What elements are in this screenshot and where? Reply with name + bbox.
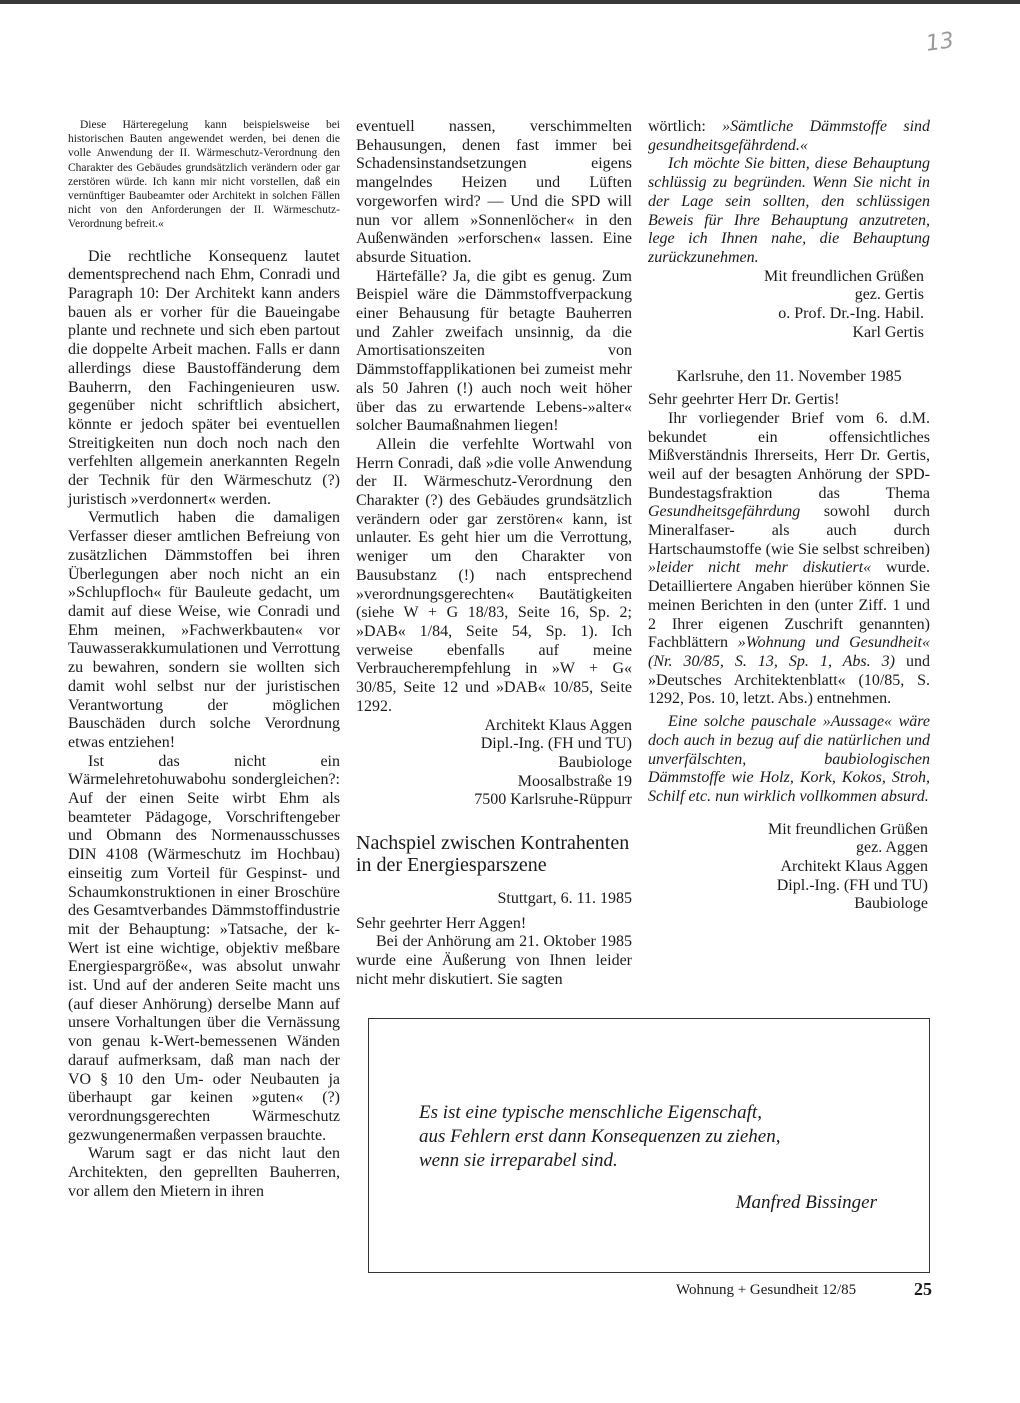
quote-line: Es ist eine typische menschliche Eigenschaft, (419, 1102, 762, 1123)
paragraph (648, 118, 930, 155)
italic-text: »leider nicht mehr diskutiert« (648, 559, 872, 577)
quote-author: Manfred Bissinger (735, 1192, 877, 1213)
paragraph: Allein die verfehlte Wortwahl von Herrn Conradi, daß »die volle Anwendung der II. Wärmeschutz-Verordnung den Charakter (?) des Gebäudes grundsätzlich verändern oder gar zerstören« kann, ist unlauter. Es geht hier um die Verrottung, weniger um den Charakter von Bausubstanz (!) nach entsprechend »verordnungsgerechten« Bautätigkeiten (siehe W + G 18/83, Seite 16, Sp. 2; »DAB« 1/84, Seite 54, Sp. 1). Ich verweise ebenfalls auf meine Verbraucherempfehlung in »W + G« 30/85, Seite 12 und »DAB« 10/85, Seite 1292. (356, 435, 632, 715)
paragraph: Härtefälle? Ja, die gibt es genug. Zum Beispiel wäre die Dämmstoffverpackung einer Behausung für betagte Bauherren und Zahler zweifach unsinnig, da die Amortisationszeiten von Dämmstoffapplikationen bei zumeist mehr als 50 Jahren (!) auch noch weit höher über das zu erwartende Lebens-»alter« solcher Baumaßnahmen liegen! (356, 267, 632, 435)
signature-line: gez. Gertis (854, 286, 924, 304)
text-run: sowohl durch Mineralfaser- als auch durch Hartschaumstoffe (wie Sie selbst schreiben) (648, 503, 930, 558)
page-number: 25 (914, 1279, 932, 1299)
italic-quote: »Sämtliche Dämmstoffe sind gesundheitsgefährdend.« (648, 118, 931, 154)
signature-line: gez. Aggen (856, 839, 928, 857)
letter-salutation: Sehr geehrter Herr Dr. Gertis! (648, 391, 840, 409)
signature-line: Mit freundlichen Grüßen (764, 267, 924, 285)
quote-line: aus Fehlern erst dann Konsequenzen zu ziehen, (419, 1126, 781, 1147)
signature-aggen-2 (648, 821, 930, 915)
signature-aggen-1 (356, 717, 632, 811)
paragraph: eventuell nassen, verschimmelten Behausungen, denen fast immer bei Schadensinstandsetzungen eigens mangelndes Heizen und Lüften vorgeworfen wird? — Und die SPD will nun vor allem »Sonnenlöcher« in den Außenwänden »erforschen« lassen. Eine absurde Situation. (356, 118, 632, 266)
footnote: Diese Härteregelung kann beispielsweise bei historischen Bauten angewendet werden, bei denen die volle Anwendung der II. Wärmeschutz-Verordnung den Charakter des Gebäudes grundsätzlich verändern oder gar zerstören würde. Ich kann mir nicht vorstellen, daß ein vernünftiger Baubeamter oder Architekt in solchen Fällen nicht von den Anforderungen der II. Wärmeschutz-Verordnung befreit.« (68, 119, 340, 231)
quote-text (419, 1101, 780, 1173)
italic-text: »Wohnung und Gesundheit« (Nr. 30/85, S. 13, Sp. 1, Abs. 3) (648, 634, 930, 670)
signature-line: Baubiologe (854, 895, 928, 913)
signature-line: Dipl.-Ing. (FH und TU) (776, 876, 928, 894)
column-3 (648, 118, 930, 914)
section-heading: Nachspiel zwischen Kontrahenten in der Energiesparszene (356, 832, 630, 877)
signature-line: Karl Gertis (852, 323, 924, 341)
italic-text: Gesundheitsgefährdung (648, 503, 801, 521)
paragraph: Die rechtliche Konsequenz lautet dementsprechend nach Ehm, Conradi und Paragraph 10: Der Architekt kann anders bauen als er vorher für die Baueingabe plante und rechnete und sich eben partout die doppelte Arbeit machen. Falls er dann allerdings diese Baustoffänderung dem Bauherrn, den Fachingenieuren usw. gegenüber nicht schriftlich absichert, könnte er jedoch später bei eventuellen Streitigkeiten nun doch noch nach den verfehlten allgemein anerkannten Regeln der Technik für den Wärmeschutz (?) juristisch »verdonnert« werden. (68, 247, 340, 508)
signature-line: Baubiologe (558, 753, 632, 771)
letter-date: Karlsruhe, den 11. November 1985 (676, 368, 902, 386)
paragraph-italic: Ich möchte Sie bitten, diese Behauptung schlüssig zu begründen. Wenn Sie nicht in der Lage sein sollten, den schlüssigen Beweis für Ihre Behauptung anzutreten, lege ich Ihnen nahe, die Behauptung zurückzunehmen. (648, 155, 930, 266)
handwritten-page-mark: 13 (924, 28, 956, 57)
letter-salutation: Sehr geehrter Herr Aggen! (356, 914, 527, 932)
text-run: Ihr vorliegender Brief vom 6. d.M. bekundet ein offensichtliches Mißverständnis Ihrerseits, Herr Dr. Gertis, weil auf der besagten Anhörung der SPD-Bundestagsfraktion das Thema (648, 409, 930, 502)
column-1 (68, 118, 340, 1201)
signature-line: Architekt Klaus Aggen (484, 716, 632, 734)
text-run: wurde. Detailliertere Angaben hierüber können Sie meinen Berichten in den (unter Ziff. 1 und 2 Ihrer eigenen Zuschrift genannten) Fachblättern (648, 559, 930, 652)
paragraph: Bei der Anhörung am 21. Oktober 1985 wurde eine Äußerung von Ihnen leider nicht mehr diskutiert. Sie sagten (356, 933, 632, 988)
signature-line: Dipl.-Ing. (FH und TU) (480, 735, 632, 753)
text-run: und »Deutsches Architektenblatt« (10/85, S. 1292, Pos. 10, letzt. Abs.) entnehmen. (648, 652, 931, 708)
paragraph: Vermutlich haben die damaligen Verfasser dieser amtlichen Befreiung von zusätzlichen Dämmstoffen bei ihren Überlegungen aber noch nicht an ein »Schlupfloch« für Bauleute gedacht, um damit auf diese Weise, wie Conradi und Ehm meinen, »Fachwerkbauten« vor Tauwasserakkumulationen und Verrottung zu bewahren, sondern sie wollten sich damit wohl selbst nur der juristischen Verantwortung der möglichen Bauschäden durch solche Verordnung etwas entziehen! (68, 509, 340, 751)
footer-journal: Wohnung + Gesundheit 12/85 (676, 1282, 857, 1298)
paragraph: Warum sagt er das nicht laut den Architekten, den geprellten Bauherren, vor allem den Mietern in ihren (68, 1145, 340, 1200)
paragraph: Ist das nicht ein Wärmelehretohuwabohu sondergleichen?: Auf der einen Seite wirbt Ehm als beamteter Pädagoge, Vorschriftengeber und Obmann des Normenausschusses DIN 4108 (Wärmeschutz im Hochbau) einseitig zum Vorteil für Gespinst- und Schaumkonstruktionen in einer Broschüre des Gesamtverbandes Dämmstoffindustrie mit der Behauptung: »Tatsache, der k-Wert ist eine wichtige, objektiv meßbare Energiespargröße«, was absolut unwahr ist. Und auf der anderen Seite macht uns (auf dieser Anhörung) derselbe Mann auf unsere Vorhaltungen über die Vernässung von genau k-Wert-bemessenen Wänden darauf aufmerksam, daß man nach der VO § 10 den Um- oder Neubauten ja überhaupt gar keinen »guten« (?) verordnungsgerechten Wärmeschutz gezwungenermaßen verpassen brauchte. (68, 752, 340, 1144)
signature-line: 7500 Karlsruhe-Rüppurr (474, 791, 632, 809)
letter-date: Stuttgart, 6. 11. 1985 (497, 890, 632, 908)
paragraph (648, 410, 930, 709)
signature-line: Moosalbstraße 19 (517, 772, 632, 790)
quote-box (368, 1018, 930, 1273)
text-run: wörtlich: (648, 118, 723, 135)
quote-line: wenn sie irreparabel sind. (419, 1150, 618, 1171)
signature-line: Mit freundlichen Grüßen (768, 820, 928, 838)
column-2 (356, 118, 632, 990)
signature-line: o. Prof. Dr.-Ing. Habil. (778, 305, 924, 323)
paragraph-italic: Eine solche pauschale »Aussage« wäre doch auch in bezug auf die natürlichen und unverfälschten, baubiologischen Dämmstoffe wie Holz, Kork, Kokos, Stroh, Schilf etc. nun wirklich vollkommen absurd. (648, 713, 930, 805)
spacer (648, 342, 930, 368)
top-edge-line (0, 0, 1020, 4)
signature-line: Architekt Klaus Aggen (780, 858, 928, 876)
signature-gertis (648, 268, 930, 343)
